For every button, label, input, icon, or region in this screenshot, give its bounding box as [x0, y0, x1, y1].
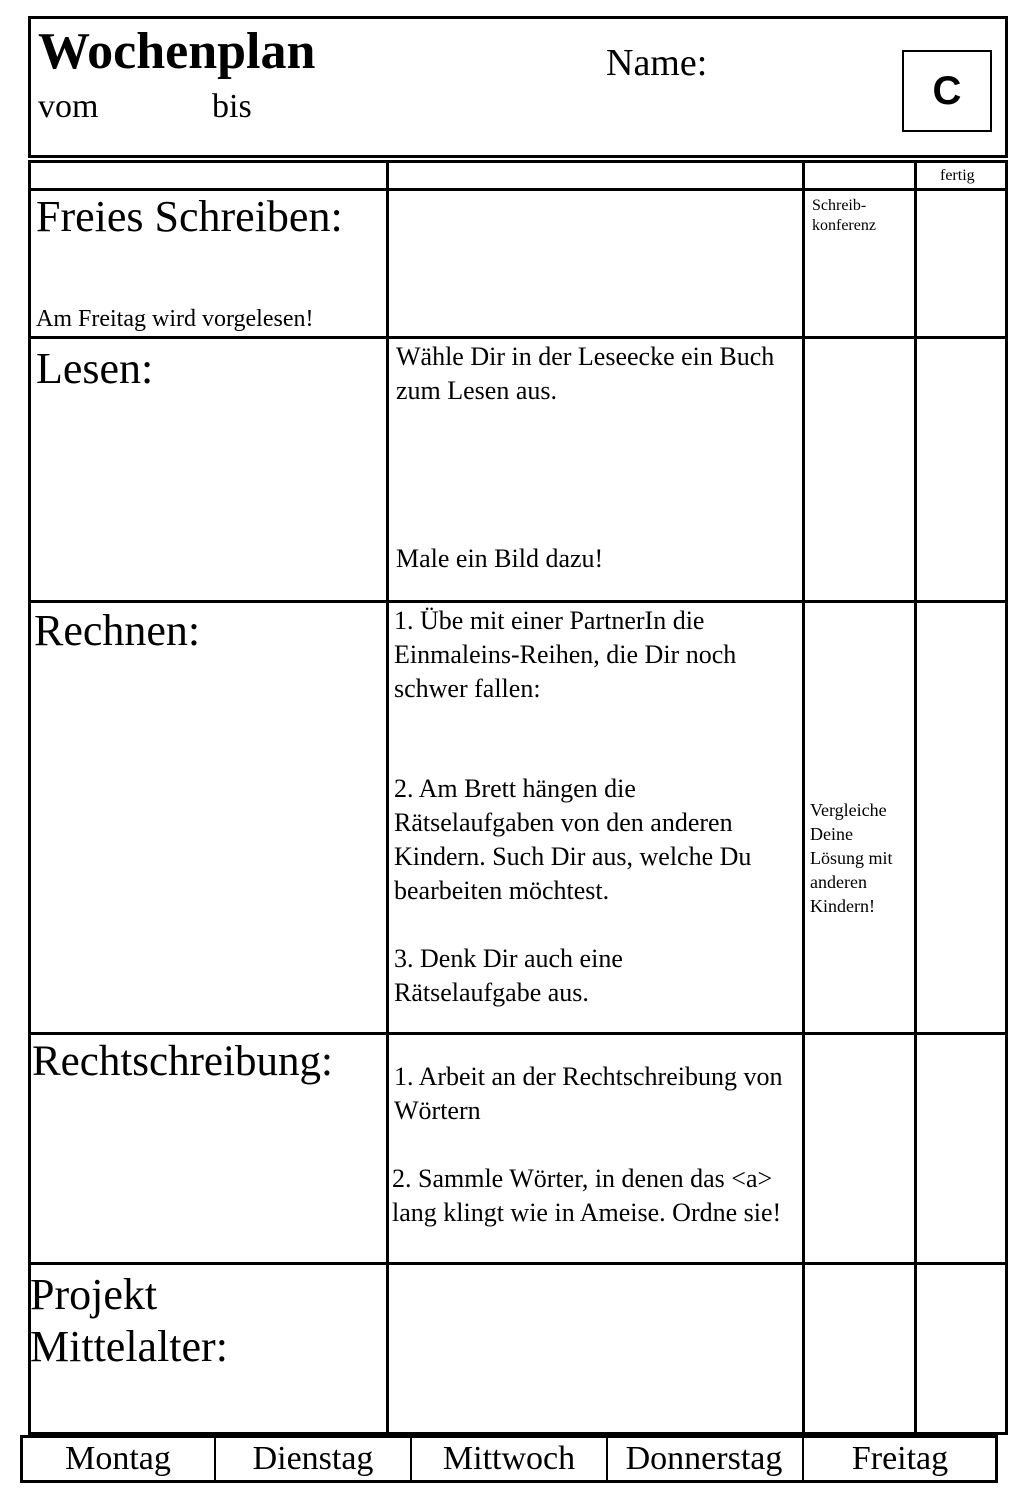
subject-rechtschreibung: Rechtschreibung:	[32, 1038, 333, 1085]
day-donnerstag: Donnerstag	[625, 1440, 783, 1477]
freies-schreiben-note: Am Freitag wird vorgelesen!	[36, 306, 314, 332]
level-badge: C	[902, 50, 992, 132]
column-divider	[386, 160, 389, 1435]
done-column-header: fertig	[940, 167, 975, 184]
subject-freies-schreiben: Freies Schreiben:	[36, 192, 343, 241]
row-divider	[28, 336, 1008, 339]
day-freitag: Freitag	[851, 1440, 949, 1477]
row-divider	[28, 1032, 1008, 1035]
subject-projekt-line-2: Mittelalter:	[30, 1322, 228, 1371]
lesen-task-2: Male ein Bild dazu!	[396, 544, 604, 573]
column-divider	[914, 160, 917, 1435]
subject-projekt-line-1: Projekt	[30, 1270, 158, 1319]
date-to-label: bis	[212, 88, 252, 125]
compare-solution-note: Vergleiche Deine Lösung mit anderen Kindern!	[810, 800, 893, 916]
day-mittwoch: Mittwoch	[442, 1440, 576, 1477]
page-title: Wochenplan	[38, 23, 316, 80]
subject-lesen: Lesen:	[36, 344, 154, 393]
name-label: Name:	[606, 42, 708, 84]
column-header-divider	[28, 188, 1008, 191]
subject-rechnen: Rechnen:	[34, 606, 201, 655]
rechtschreibung-task-2: 2. Sammle Wörter, in denen das <a> lang klingt wie in Ameise. Ordne sie!	[392, 1164, 782, 1227]
row-divider	[28, 1262, 1008, 1265]
rechtschreibung-task-1: 1. Arbeit an der Rechtschreibung von Wörtern	[394, 1062, 783, 1125]
row-divider	[28, 600, 1008, 603]
day-montag: Montag	[65, 1440, 171, 1477]
rechnen-task-1: 1. Übe mit einer PartnerIn die Einmaleins-Reihen, die Dir noch schwer fallen:	[394, 606, 737, 703]
writing-conference-note: Schreib-konferenz	[812, 197, 876, 234]
date-from-label: vom	[38, 88, 99, 125]
column-divider	[802, 160, 805, 1435]
day-dienstag: Dienstag	[252, 1440, 374, 1477]
lesen-task-1: Wähle Dir in der Leseecke ein Buch zum Lesen aus.	[396, 342, 775, 405]
rechnen-task-3: 3. Denk Dir auch eine Rätselaufgabe aus.	[394, 944, 623, 1007]
rechnen-task-2: 2. Am Brett hängen die Rätselaufgaben von den anderen Kindern. Such Dir aus, welche Du bearbeiten möchtest.	[394, 774, 752, 905]
